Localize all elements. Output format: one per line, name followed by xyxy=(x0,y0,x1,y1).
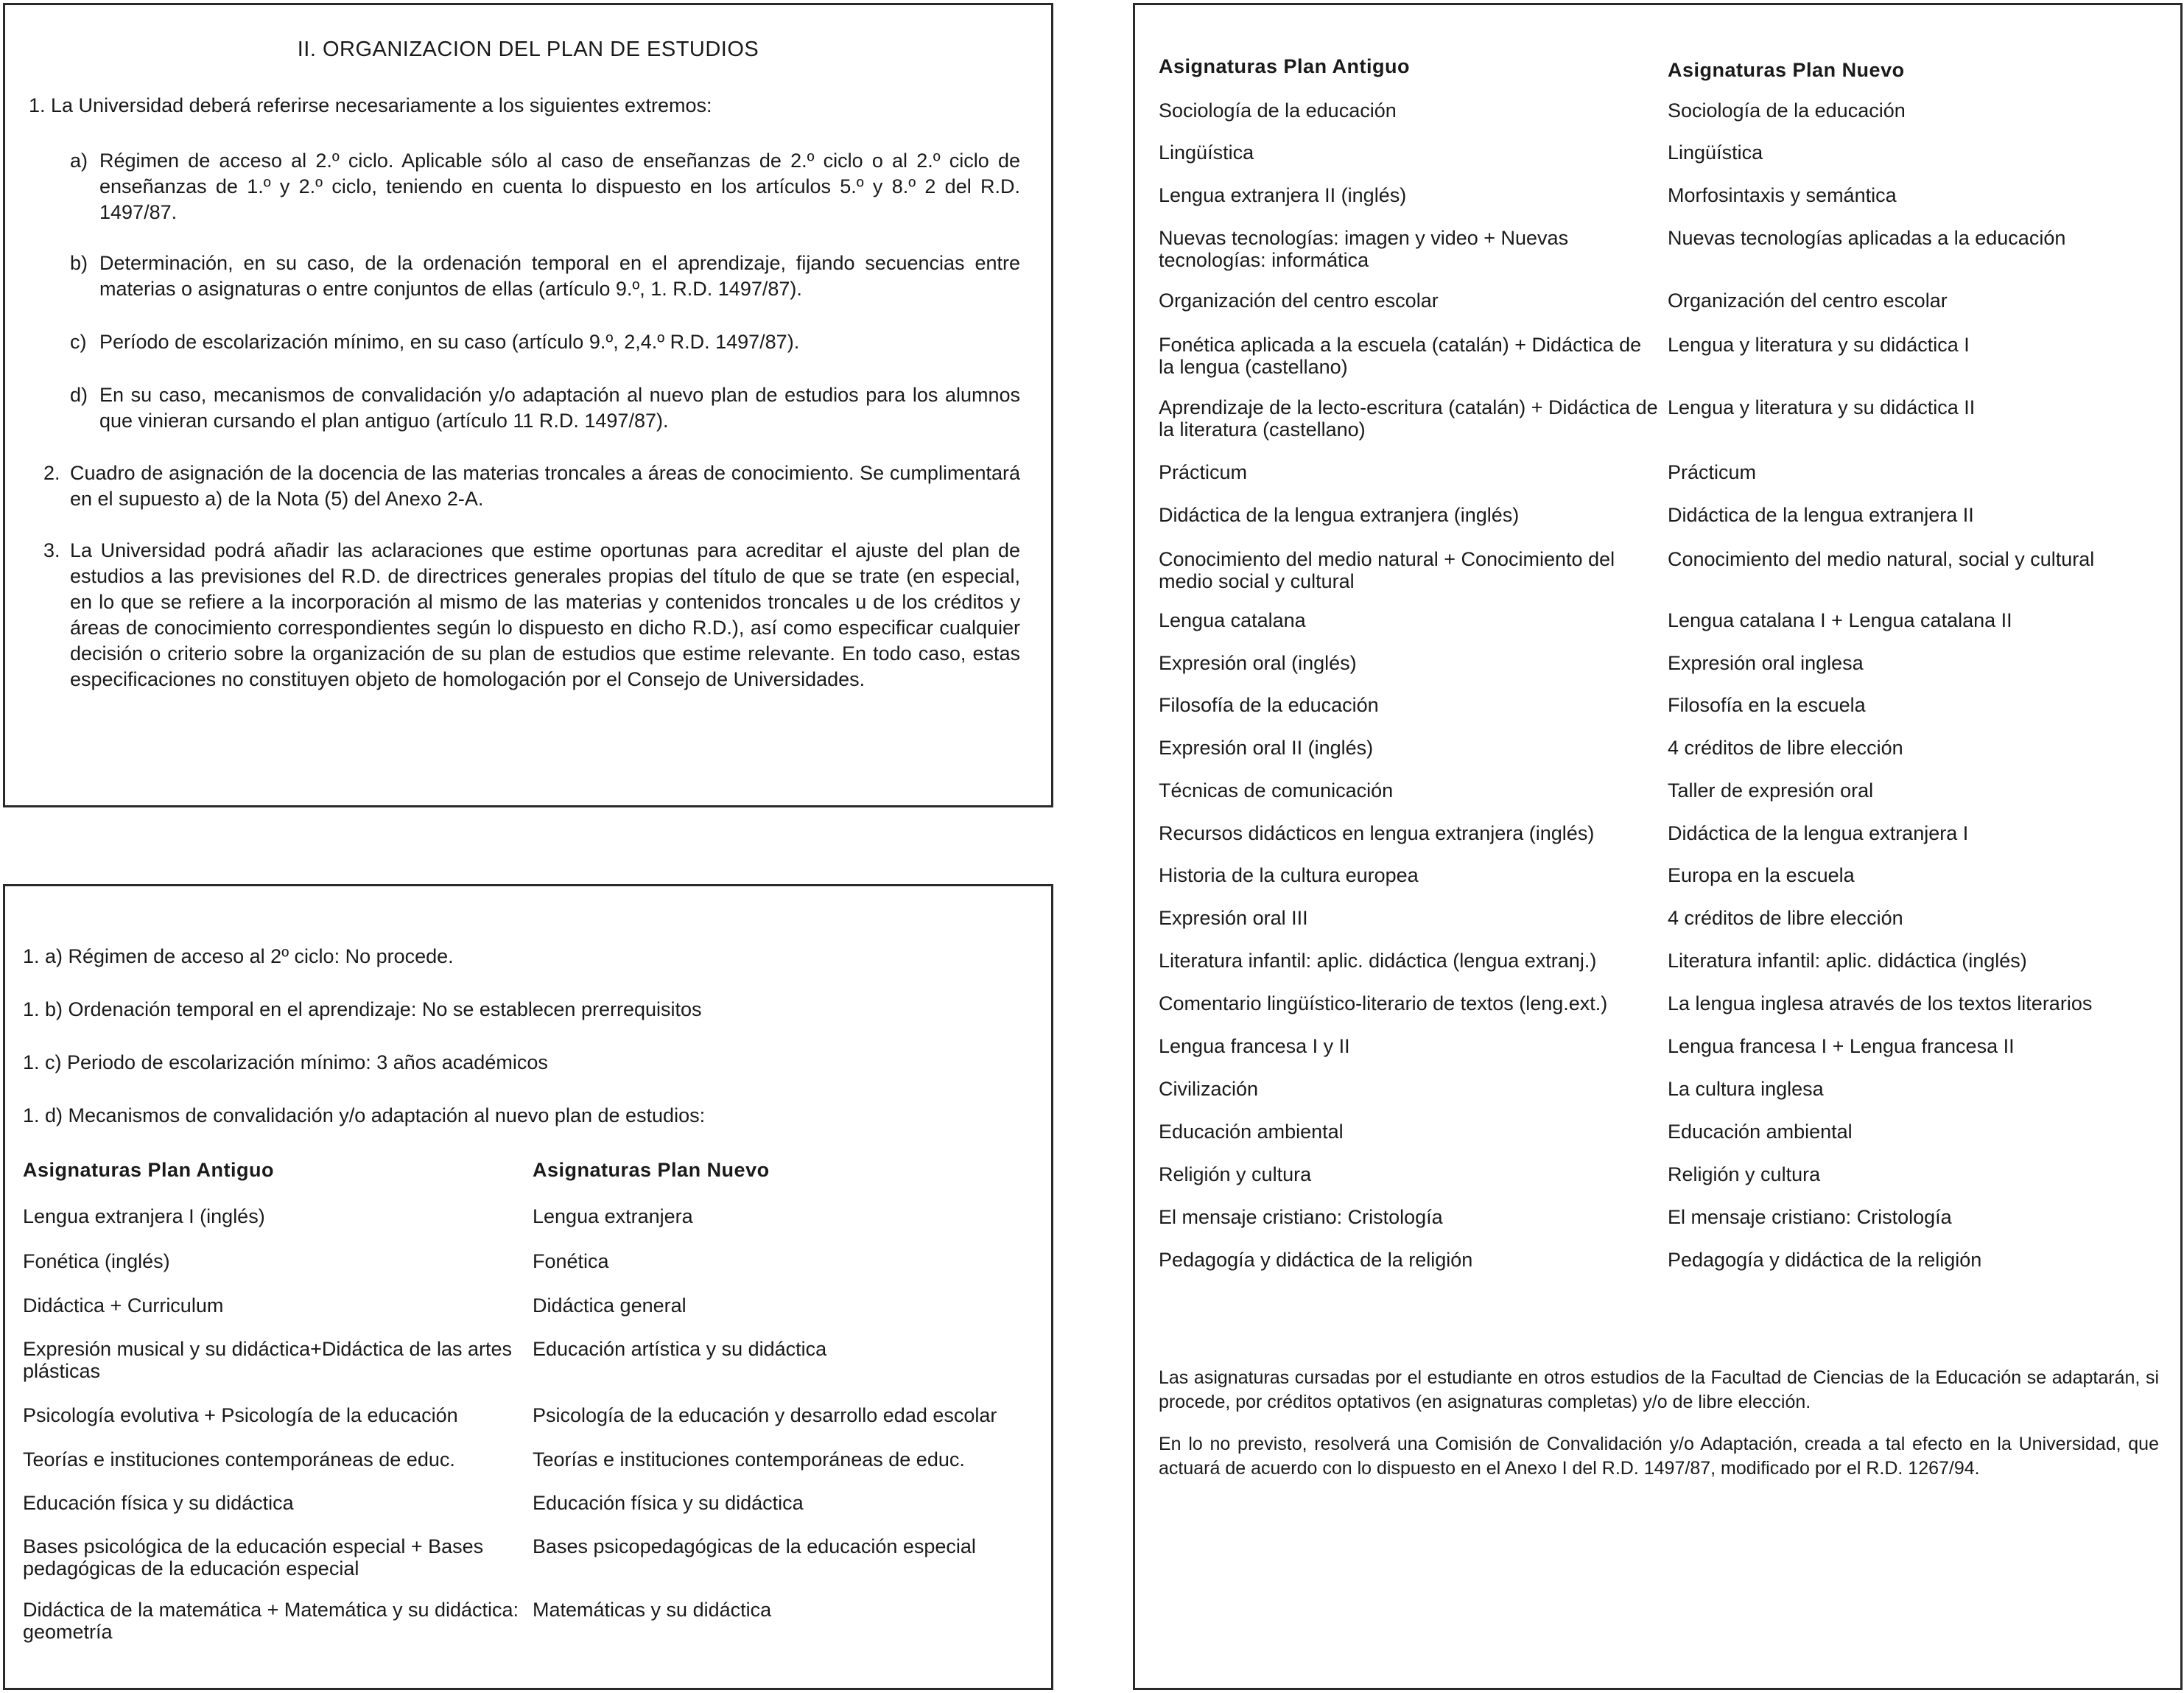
line-1b: 1. b) Ordenación temporal en el aprendizaje: No se establecen prerrequisitos xyxy=(23,998,702,1020)
item-2-text: Cuadro de asignación de la docencia de las materias troncales a áreas de conocimiento. Se cumplimentará en el supuesto a) de la Nota (5) del Anexo 2-A. xyxy=(70,462,1020,510)
plan-nuevo-cell: Expresión oral inglesa xyxy=(1668,652,1864,674)
plan-antiguo-cell: Psicología evolutiva + Psicología de la educación xyxy=(23,1404,458,1426)
plan-nuevo-cell: Educación ambiental xyxy=(1668,1121,1853,1143)
plan-nuevo-cell: Literatura infantil: aplic. didáctica (inglés) xyxy=(1668,950,2027,972)
plan-nuevo-cell: Europa en la escuela xyxy=(1668,864,1855,886)
plan-nuevo-cell: Lengua extranjera xyxy=(533,1205,693,1227)
subitem-c-text: Período de escolarización mínimo, en su caso (artículo 9.º, 2,4.º R.D. 1497/87). xyxy=(99,331,800,353)
header-plan-nuevo: Asignaturas Plan Nuevo xyxy=(1668,59,1905,81)
line-1c: 1. c) Periodo de escolarización mínimo: 3 años académicos xyxy=(23,1051,548,1073)
subitem-b-label: b) xyxy=(70,252,88,274)
line-1d: 1. d) Mecanismos de convalidación y/o adaptación al nuevo plan de estudios: xyxy=(23,1104,706,1126)
plan-nuevo-cell: Sociología de la educación xyxy=(1668,99,1906,122)
item-3-number: 3. xyxy=(43,539,60,561)
plan-antiguo-cell: Recursos didácticos en lengua extranjera (inglés) xyxy=(1159,822,1595,844)
plan-antiguo-cell: Lengua catalana xyxy=(1159,609,1306,631)
plan-antiguo-cell: Bases psicológica de la educación especial + Bases pedagógicas de la educación especial xyxy=(23,1535,484,1580)
plan-nuevo-cell: Matemáticas y su didáctica xyxy=(533,1599,772,1621)
plan-nuevo-cell: Lengua y literatura y su didáctica II xyxy=(1668,396,1976,418)
plan-nuevo-cell: Morfosintaxis y semántica xyxy=(1668,184,1897,206)
plan-antiguo-cell: Civilización xyxy=(1159,1078,1259,1100)
plan-nuevo-cell: Educación artística y su didáctica xyxy=(533,1338,827,1360)
plan-antiguo-cell: Lingüística xyxy=(1159,141,1254,164)
plan-antiguo-cell: Educación ambiental xyxy=(1159,1121,1344,1143)
plan-nuevo-cell: Lingüística xyxy=(1668,141,1763,164)
item-1-intro: 1. La Universidad deberá referirse necesariamente a los siguientes extremos: xyxy=(29,94,712,116)
plan-antiguo-cell: Aprendizaje de la lecto-escritura (catalán) + Didáctica de la literatura (castellano) xyxy=(1159,396,1658,441)
plan-nuevo-cell: El mensaje cristiano: Cristología xyxy=(1668,1206,1952,1228)
item-2-number: 2. xyxy=(43,462,60,484)
plan-antiguo-cell: Conocimiento del medio natural + Conocimiento del medio social y cultural xyxy=(1159,548,1615,592)
subitem-c-label: c) xyxy=(70,331,87,353)
plan-nuevo-cell: Lengua francesa I + Lengua francesa II xyxy=(1668,1035,2015,1057)
plan-antiguo-cell: Lengua extranjera II (inglés) xyxy=(1159,184,1407,206)
section-title: II. ORGANIZACION DEL PLAN DE ESTUDIOS xyxy=(297,38,759,61)
plan-antiguo-cell: Historia de la cultura europea xyxy=(1159,864,1419,886)
subitem-a-text: Régimen de acceso al 2.º ciclo. Aplicable sólo al caso de enseñanzas de 2.º ciclo o al 2.º ciclo de enseñanzas de 1.º y 2.º ciclo, teniendo en cuenta lo dispuesto en los artículos 5.º y 8.º 2 del R.D. 1497/87. xyxy=(99,150,1020,223)
note-comision-convalidacion: En lo no previsto, resolverá una Comisión de Convalidación y/o Adaptación, creada a tal efecto en la Universidad, que actuará de acuerdo con lo dispuesto en el Anexo I del R.D. 1497/87, modificado por el R.D. 1267/94. xyxy=(1159,1434,2159,1479)
plan-nuevo-cell: Lengua y literatura y su didáctica I xyxy=(1668,334,1970,356)
plan-antiguo-cell: Organización del centro escolar xyxy=(1159,290,1439,312)
plan-antiguo-cell: Nuevas tecnologías: imagen y video + Nuevas tecnologías: informática xyxy=(1159,227,1569,271)
note-asignaturas-otros-estudios: Las asignaturas cursadas por el estudiante en otros estudios de la Facultad de Ciencias de la Educación se adaptarán, si procede, por créditos optativos (en asignaturas completas) y/o de libre elección. xyxy=(1159,1367,2159,1412)
plan-nuevo-cell: 4 créditos de libre elección xyxy=(1668,907,1903,929)
plan-nuevo-cell: Psicología de la educación y desarrollo edad escolar xyxy=(533,1404,997,1426)
plan-antiguo-cell: Comentario lingüístico-literario de textos (leng.ext.) xyxy=(1159,992,1608,1014)
plan-antiguo-cell: Fonética (inglés) xyxy=(23,1250,170,1272)
plan-antiguo-cell: Prácticum xyxy=(1159,461,1248,483)
plan-nuevo-cell: Fonética xyxy=(533,1250,609,1272)
plan-antiguo-cell: Técnicas de comunicación xyxy=(1159,779,1394,802)
plan-nuevo-cell: Bases psicopedagógicas de la educación especial xyxy=(533,1535,976,1557)
plan-antiguo-cell: Religión y cultura xyxy=(1159,1163,1312,1185)
organizacion-section xyxy=(3,3,1053,807)
plan-antiguo-cell: Expresión oral III xyxy=(1159,907,1308,929)
plan-nuevo-cell: La lengua inglesa através de los textos literarios xyxy=(1668,992,2093,1014)
plan-nuevo-cell: Conocimiento del medio natural, social y cultural xyxy=(1668,548,2095,570)
plan-antiguo-cell: Literatura infantil: aplic. didáctica (lengua extranj.) xyxy=(1159,950,1597,972)
plan-nuevo-cell: Religión y cultura xyxy=(1668,1163,1821,1185)
plan-antiguo-cell: Expresión musical y su didáctica+Didáctica de las artes plásticas xyxy=(23,1338,513,1382)
header-plan-nuevo: Asignaturas Plan Nuevo xyxy=(533,1159,770,1181)
plan-nuevo-cell: 4 créditos de libre elección xyxy=(1668,737,1903,759)
subitem-b-text: Determinación, en su caso, de la ordenación temporal en el aprendizaje, fijando secuencias entre materias o asignaturas o entre conjuntos de ellas (artículo 9.º, 1. R.D. 1497/87). xyxy=(99,252,1020,300)
subitem-a-label: a) xyxy=(70,150,88,172)
plan-nuevo-cell: Taller de expresión oral xyxy=(1668,779,1874,802)
header-plan-antiguo: Asignaturas Plan Antiguo xyxy=(23,1159,275,1181)
subitem-d-text: En su caso, mecanismos de convalidación y/o adaptación al nuevo plan de estudios para los alumnos que vinieran cursando el plan antiguo (artículo 11 R.D. 1497/87). xyxy=(99,384,1020,432)
plan-antiguo-cell: Pedagogía y didáctica de la religión xyxy=(1159,1249,1473,1271)
item-3-text: La Universidad podrá añadir las aclaraciones que estime oportunas para acreditar el ajuste del plan de estudios a las previsiones del R.D. de directrices generales propias del título de que se trate (en especial, en lo que se refiere a la incorporación al mismo de las materias y contenidos troncales u de los créditos y áreas de conocimiento correspondientes según lo dispuesto en dicho R.D.), así como especificar cualquier decisión o criterio sobre la organización de su plan de estudios que estime relevante. En todo caso, estas especificaciones no constituyen objeto de homologación por el Consejo de Universidades. xyxy=(70,539,1020,690)
plan-nuevo-cell: Prácticum xyxy=(1668,461,1757,483)
plan-nuevo-cell: Pedagogía y didáctica de la religión xyxy=(1668,1249,1982,1271)
plan-antiguo-cell: Lengua extranjera I (inglés) xyxy=(23,1205,265,1227)
plan-nuevo-cell: Nuevas tecnologías aplicadas a la educación xyxy=(1668,227,2066,249)
line-1a: 1. a) Régimen de acceso al 2º ciclo: No procede. xyxy=(23,945,454,967)
plan-antiguo-cell: El mensaje cristiano: Cristología xyxy=(1159,1206,1443,1228)
plan-nuevo-cell: Filosofía en la escuela xyxy=(1668,694,1866,716)
plan-antiguo-cell: Teorías e instituciones contemporáneas de educ. xyxy=(23,1448,455,1471)
plan-antiguo-cell: Lengua francesa I y II xyxy=(1159,1035,1350,1057)
plan-nuevo-cell: Educación física y su didáctica xyxy=(533,1492,804,1514)
plan-nuevo-cell: Lengua catalana I + Lengua catalana II xyxy=(1668,609,2012,631)
header-plan-antiguo: Asignaturas Plan Antiguo xyxy=(1159,55,1411,77)
convalidacion-section xyxy=(1133,3,2183,1690)
plan-antiguo-cell: Filosofía de la educación xyxy=(1159,694,1379,716)
plan-nuevo-cell: Didáctica de la lengua extranjera I xyxy=(1668,822,1969,844)
plan-antiguo-cell: Didáctica de la lengua extranjera (inglés) xyxy=(1159,504,1520,526)
plan-antiguo-cell: Fonética aplicada a la escuela (catalán) + Didáctica de la lengua (castellano) xyxy=(1159,334,1642,378)
plan-antiguo-cell: Educación física y su didáctica xyxy=(23,1492,294,1514)
plan-nuevo-cell: Didáctica general xyxy=(533,1294,687,1317)
plan-antiguo-cell: Sociología de la educación xyxy=(1159,99,1397,122)
plan-antiguo-cell: Expresión oral II (inglés) xyxy=(1159,737,1374,759)
plan-nuevo-cell: Organización del centro escolar xyxy=(1668,290,1948,312)
plan-nuevo-cell: La cultura inglesa xyxy=(1668,1078,1824,1100)
plan-antiguo-cell: Didáctica + Curriculum xyxy=(23,1294,224,1317)
subitem-d-label: d) xyxy=(70,384,88,406)
plan-nuevo-cell: Teorías e instituciones contemporáneas de educ. xyxy=(533,1448,965,1471)
respuestas-section xyxy=(3,884,1053,1690)
plan-antiguo-cell: Expresión oral (inglés) xyxy=(1159,652,1357,674)
plan-antiguo-cell: Didáctica de la matemática + Matemática y su didáctica: geometría xyxy=(23,1599,519,1643)
plan-nuevo-cell: Didáctica de la lengua extranjera II xyxy=(1668,504,1974,526)
